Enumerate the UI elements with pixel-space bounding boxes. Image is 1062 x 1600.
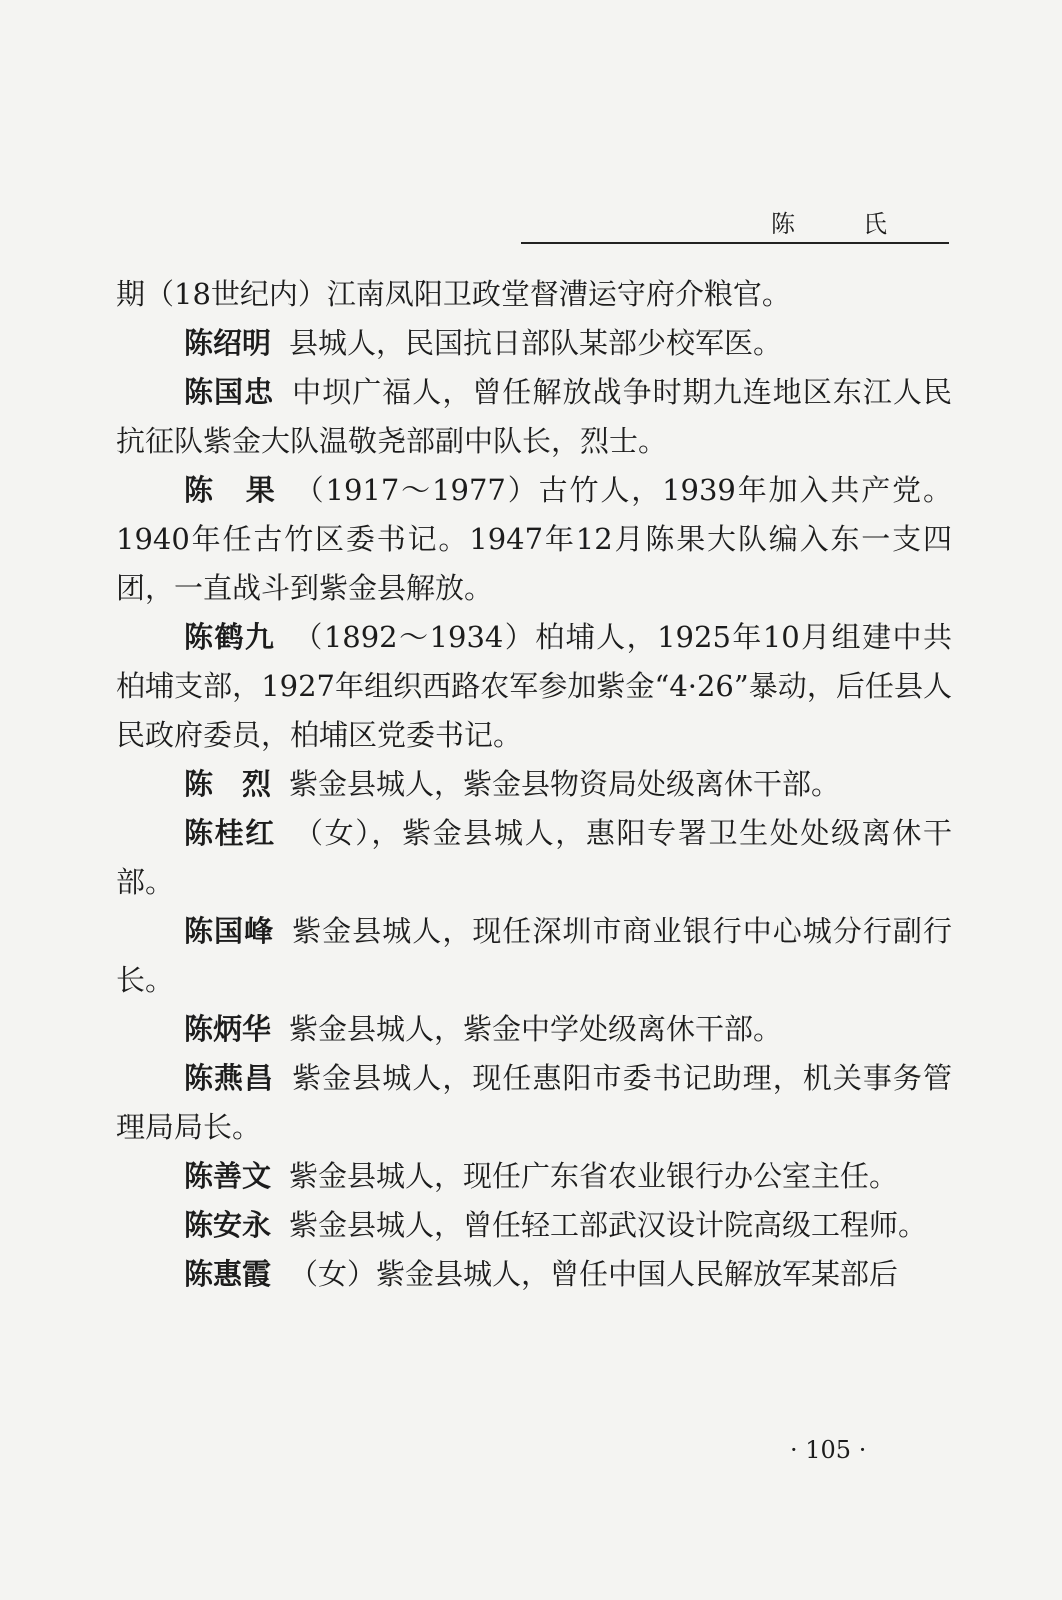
- entry-text: （1917～1977）古竹人，1939年加入共产党。1940年任古竹区委书记。1947年12月陈果大队编入东一支四团，一直战斗到紫金县解放。: [116, 473, 952, 605]
- entry-text: 紫金县城人，紫金县物资局处级离休干部。: [289, 767, 841, 801]
- entry-name: 陈 烈: [184, 767, 272, 801]
- entry-3: [116, 613, 952, 760]
- entry-name: 陈惠霞: [184, 1257, 272, 1291]
- entry-name: 陈安永: [184, 1208, 272, 1242]
- entry-11: [116, 1250, 952, 1299]
- entry-text: （女），紫金县城人，惠阳专署卫生处处级离休干部。: [116, 816, 952, 899]
- entry-2: [116, 466, 952, 613]
- entry-text: （1892～1934）柏埔人，1925年10月组建中共柏埔支部，1927年组织西路农军参加紫金“4·26”暴动，后任县人民政府委员，柏埔区党委书记。: [116, 620, 952, 752]
- entry-text: 紫金县城人，现任深圳市商业银行中心城分行副行长。: [116, 914, 952, 997]
- intro-continuation: 期（18世纪内）江南凤阳卫政堂督漕运守府介粮官。: [116, 277, 791, 311]
- entry-name: 陈燕昌: [184, 1061, 275, 1095]
- entry-text: 紫金县城人，紫金中学处级离休干部。: [289, 1012, 783, 1046]
- entry-name: 陈炳华: [184, 1012, 272, 1046]
- entry-name: 陈 果: [184, 473, 277, 507]
- entry-6: [116, 907, 952, 1005]
- entry-text: 紫金县城人，曾任轻工部武汉设计院高级工程师。: [289, 1208, 928, 1242]
- entry-7: [116, 1005, 952, 1054]
- entry-name: 陈绍明: [184, 326, 272, 360]
- entry-name: 陈桂红: [184, 816, 276, 850]
- page-body: [116, 270, 952, 1299]
- entry-1: [116, 368, 952, 466]
- entry-name: 陈国忠: [184, 375, 275, 409]
- entry-name: 陈善文: [184, 1159, 272, 1193]
- entry-4: [116, 760, 952, 809]
- entry-text: （女）紫金县城人，曾任中国人民解放军某部后: [289, 1257, 899, 1291]
- entry-name: 陈国峰: [184, 914, 275, 948]
- entry-text: 紫金县城人，现任广东省农业银行办公室主任。: [289, 1159, 899, 1193]
- entry-5: [116, 809, 952, 907]
- entry-name: 陈鹤九: [184, 620, 276, 654]
- entry-0: [116, 319, 952, 368]
- header-title: 陈 氏: [771, 210, 909, 238]
- entry-text: 县城人，民国抗日部队某部少校军医。: [289, 326, 783, 360]
- entry-9: [116, 1152, 952, 1201]
- entry-8: [116, 1054, 952, 1152]
- running-header: [521, 188, 949, 244]
- entry-10: [116, 1201, 952, 1250]
- entry-text: 紫金县城人，现任惠阳市委书记助理，机关事务管理局局长。: [116, 1061, 952, 1144]
- entry-text: 中坝广福人，曾任解放战争时期九连地区东江人民抗征队紫金大队温敬尧部副中队长，烈士。: [116, 375, 952, 458]
- page-number: · 105 ·: [790, 1436, 867, 1464]
